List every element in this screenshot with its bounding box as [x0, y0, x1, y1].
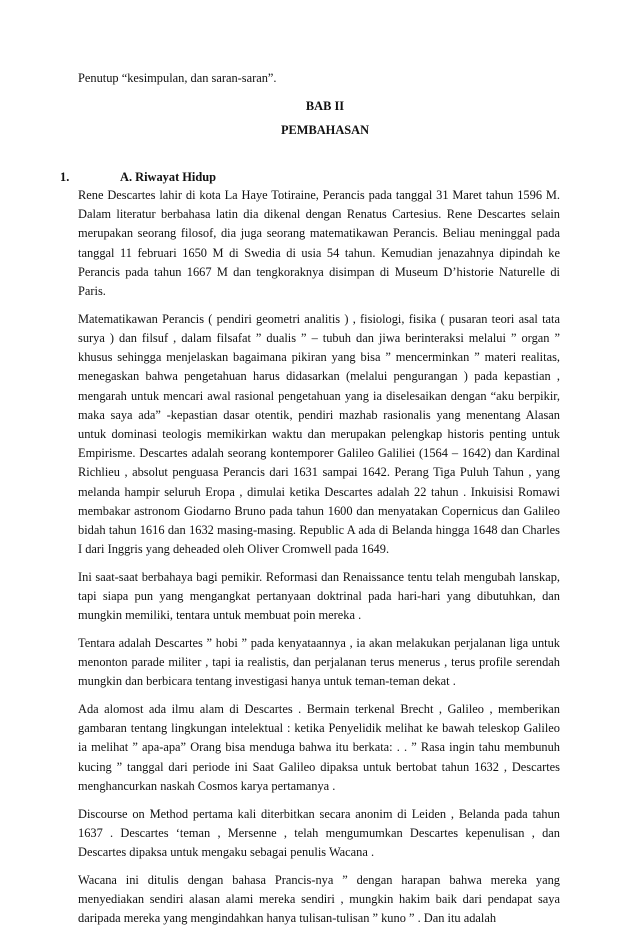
- paragraph: Tentara adalah Descartes ” hobi ” pada kenyataannya , ia akan melakukan perjalanan liga untuk menonton parade militer , tapi ia realistis, dan perjalanan terus menerus , terus profile serendah mungkin dan berbicara tentang investigasi hanya untuk teman-teman dekat .: [78, 635, 560, 689]
- section-title: A. Riwayat Hidup: [120, 170, 217, 184]
- paragraph: Discourse on Method pertama kali diterbitkan secara anonim di Leiden , Belanda pada tahun 1637 . Descartes ‘teman , Mersenne , telah mengumumkan Descartes kepenulisan , dan Descartes dipaksa untuk mengaku sebagai penulis Wacana .: [78, 806, 560, 859]
- intro-line: Penutup “kesimpulan, dan saran-saran”.: [78, 71, 277, 85]
- paragraph: Ini saat-saat berbahaya bagi pemikir. Reformasi dan Renaissance tentu telah mengubah lanskap, tapi siapa pun yang mengangkat pertanyaan doktrinal pada hari-hari yang dibutuhkan, dan mungkin memiliki, tentara untuk membuat poin mereka .: [78, 569, 560, 623]
- chapter-title: PEMBAHASAN: [280, 123, 370, 137]
- section-number: 1.: [60, 170, 70, 184]
- paragraph: Rene Descartes lahir di kota La Haye Totiraine, Perancis pada tanggal 31 Maret tahun 1596 M. Dalam literatur berbahasa latin dia dikenal dengan Renatus Cartesius. Rene Descartes selain merupakan seorang filosof, dia juga seorang matematikawan Perancis. Beliau meninggal pada tanggal 11 februari 1650 M di Swedia di usia 54 tahun. Kemudian jenazahnya dipindah ke Perancis pada tahun 1667 M dan tengkoraknya disimpan di Museum D’historie Naturelle di Paris.: [78, 188, 560, 299]
- paragraph: Matematikawan Perancis ( pendiri geometri analitis ) , fisiologi, fisika ( pusaran teori asal tata surya ) dan filsuf , dalam filsafat ” dualis ” – tubuh dan jiwa berinteraksi melalui ” organ ” khusus sehingga menjelaskan bagaimana pikiran yang bisa ” mencerminkan ” materi realitas, menegaskan bahwa pengetahuan harus didasarkan (melalui pengurangan ) pada kepastian , mengarah untuk mencari awal rasional pengetahuan yang ia diselesaikan dengan “aku berpikir, maka saya ada” -kepastian dasar otentik, pendiri mazhab rasionalis yang menentang Alasan untuk dominasi teologis memikirkan waktu dan merupakan pelengkap historis penting untuk Empirisme. Descartes adalah seorang kontemporer Galileo Galiliei (1564 – 1642) dan Kardinal Richlieu , absolut penguasa Perancis dari 1631 sampai 1642. Perang Tiga Puluh Tahun , yang melanda hampir seluruh Eropa , dimulai ketika Descartes adalah 22 tahun . Inkuisisi Romawi membakar astronom Giodarno Bruno pada tahun 1600 dan menyatakan Copernicus dan Galileo bidah tahun 1616 dan 1632 masing-masing. Republic A ada di Belanda hingga 1648 dan Charles I dari Inggris yang deheaded oleh Oliver Cromwell pada 1649.: [78, 311, 560, 557]
- paragraph: Ada alomost ada ilmu alam di Descartes . Bermain terkenal Brecht , Galileo , memberikan gambaran tentang lingkungan intelektual : ketika Penyelidik melihat ke bawah teleskop Galileo ia melihat ” apa-apa” Orang bisa menduga bahwa itu berkata: . . ” Rasa ingin tahu membunuh kucing ” tanggal dari periode ini Saat Galileo dipaksa untuk bertobat tahun 1632 , Descartes menghancurkan naskah Cosmos karya pertamanya .: [78, 702, 560, 793]
- chapter-label: BAB II: [305, 99, 345, 113]
- body-text: [78, 186, 560, 937]
- paragraph: Wacana ini ditulis dengan bahasa Prancis-nya ” dengan harapan bahwa mereka yang menyediakan sendiri alasan alami mereka sendiri , mungkin hakim baik dari pendapat saya daripada mereka yang mengindahkan hanya tulisan-tulisan ” kuno ” . Dan itu adalah: [78, 872, 560, 926]
